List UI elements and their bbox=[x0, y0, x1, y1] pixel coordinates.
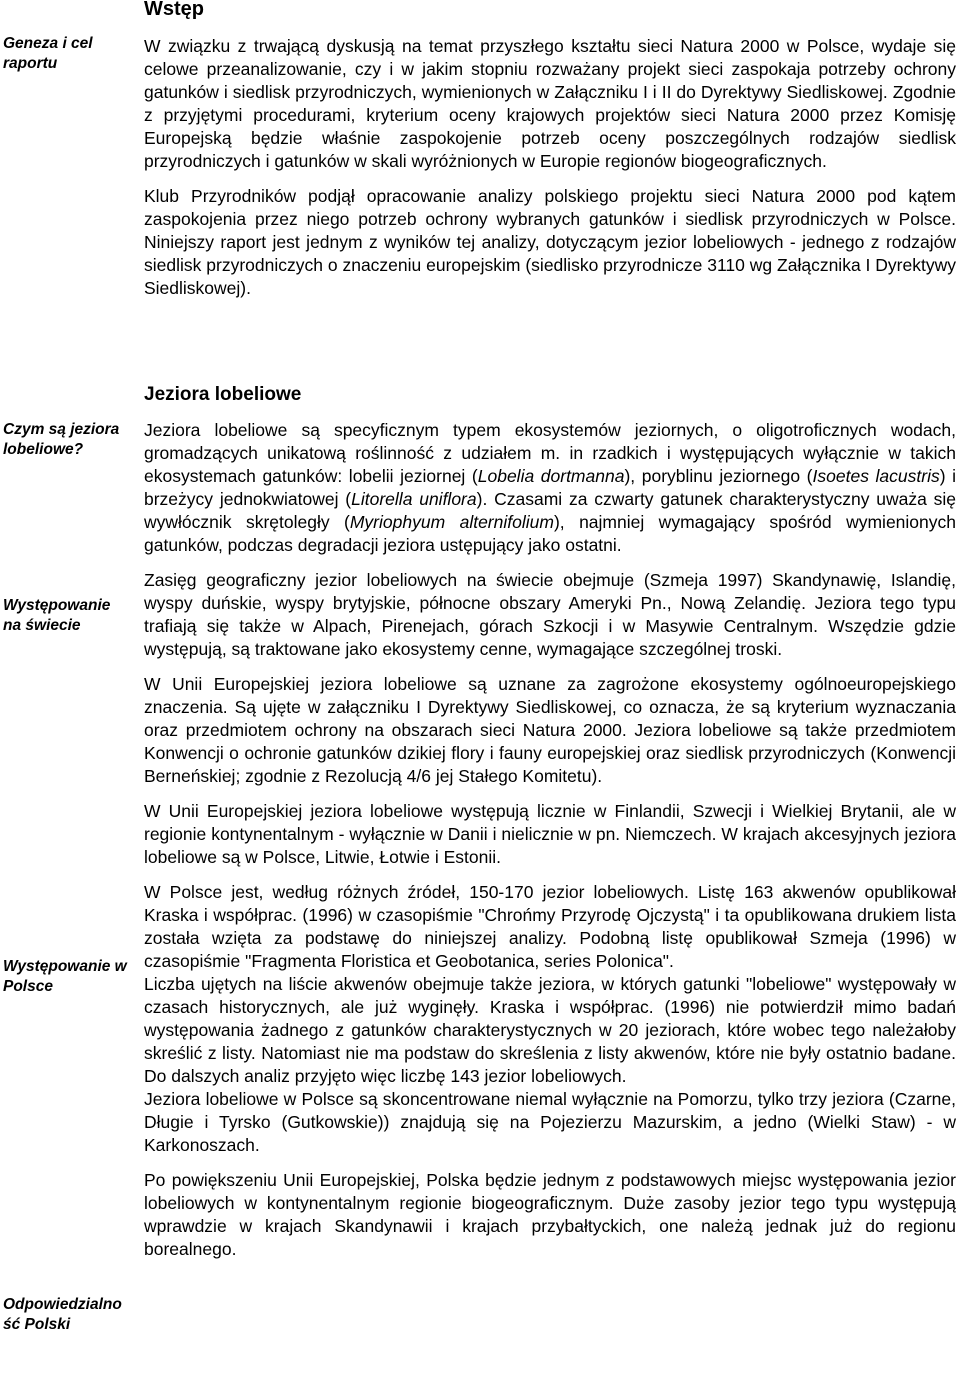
responsibility-paragraph: Po powiększeniu Unii Europejskiej, Polska będzie jednym z podstawowych miejsc występowania jezior lobeliowych w kontynentalnym regionie biogeograficznym. Duże zasoby jezior tego typu występują wprawdzie w krajach Skandynawii i krajach przybałtyckich, one należą jednak już do regionu borealnego. bbox=[144, 1170, 956, 1259]
poland-paragraph-3: Jeziora lobeliowe w Polsce są skoncentrowane niemal wyłącznie na Pomorzu, tylko trzy jeziora (Czarne, Długie i Tyrsko (Gutkowskie)) znajdują się na Pojezierzu Mazurskim, a jedno (Wielki Staw) - w Karkonoszach. bbox=[144, 1089, 956, 1155]
intro-block bbox=[144, 35, 956, 300]
section-heading-jeziora: Jeziora lobeliowe bbox=[144, 384, 302, 405]
side-label-odpowiedzialnosc: Odpowiedzialność Polski bbox=[3, 1296, 122, 1333]
poland-paragraph-1: W Polsce jest, według różnych źródeł, 150-170 jezior lobeliowych. Listę 163 akwenów opublikował Kraska i współprac. (1996) w czasopiśmie "Chrońmy Przyrodę Ojczystą" i ta opublikowana drukiem lista została wzięta za podstawę do niniejszej analizy. Podobną listę opublikował Szmeja (1996) w czasopiśmie "Fragmenta Floristica et Geobotanica, series Polonica". bbox=[144, 882, 956, 971]
eu-status-paragraph: W Unii Europejskiej jeziora lobeliowe są uznane za zagrożone ekosystemy ogólnoeuropejskiego znaczenia. Są ujęte w załączniku I Dyrektywy Siedliskowej, co oznacza, że są kryterium wyznaczania oraz przedmiotem ochrony na obszarach sieci Natura 2000. Jeziora lobeliowe są także przedmiotem Konwencji o ochronie gatunków dzikiej flory i fauny europejskiej oraz siedlisk przyrodniczych (Konwencji Berneńskiej; zgodnie z Rezolucją 4/6 jej Stałego Komitetu). bbox=[144, 674, 956, 786]
definition-paragraph: Jeziora lobeliowe są specyficznym typem ekosystemów jeziornych, o oligotroficznych wodach, gromadzących unikatową roślinność z udziałem m. in rzadkich i występujących wyłącznie w takich ekosystemach gatunków: lobelii jeziornej (Lobelia dortmanna), poryblinu jeziornego (Isoetes lacustris) i brzeżycy jednokwiatowej (Litorella uniflora). Czasami za czwarty gatunek charakterystyczny uważa się wywłócznik skrętoległy (Myriophyum alternifolium), najmniej wymagający spośród wymienionych gatunków, podczas degradacji jeziora ustępujący jako ostatni. bbox=[144, 420, 957, 555]
poland-paragraph-2: Liczba ujętych na liście akwenów obejmuje także jeziora, w których gatunki "lobeliowe" występowały w czasach historycznych, ale już wyginęły. Kraska i współprac. (1996) nie potwierdził mimo badań występowania żadnego z gatunków charakterystycznych w 20 jeziorach, które wobec tego należałoby skreślić z listy. Natomiast nie ma podstaw do skreślenia z listy akwenów, które nie były ostatnio badane. Do dalszych analiz przyjęto więc liczbę 143 jezior lobeliowych. bbox=[144, 974, 956, 1086]
eu-range-paragraph: W Unii Europejskiej jeziora lobeliowe występują licznie w Finlandii, Szwecji i Wielkiej Brytanii, ale w regionie kontynentalnym - wyłącznie w Danii i nielicznie w pn. Niemczech. W krajach akcesyjnych jeziora lobeliowe są w Polsce, Litwie, Łotwie i Estonii. bbox=[144, 801, 956, 867]
side-label-na-swiecie: Występowanie na świecie bbox=[3, 597, 111, 634]
intro-paragraph-2: Klub Przyrodników podjął opracowanie analizy polskiego projektu sieci Natura 2000 pod kątem zaspokojenia przez niego potrzeb ochrony wybranych gatunków i siedlisk przyrodniczych w Polsce. Niniejszy raport jest jednym z wyników tej analizy, dotyczącym jezior lobeliowych - jednego z rodzajów siedlisk przyrodniczych o znaczeniu europejskim (siedlisko przyrodnicze 3110 wg Załącznika I Dyrektywy Siedliskowej). bbox=[144, 186, 956, 298]
side-label-geneza: Geneza i cel raportu bbox=[3, 35, 93, 72]
side-label-w-polsce: Występowanie w Polsce bbox=[3, 958, 127, 995]
side-label-czym-sa: Czym są jeziora lobeliowe? bbox=[3, 421, 120, 458]
body-block bbox=[144, 419, 956, 1261]
intro-paragraph-1: W związku z trwającą dyskusją na temat przyszłego kształtu sieci Natura 2000 w Polsce, wydaje się celowe przeanalizowanie, czy i w jakim stopniu rozważany projekt sieci zaspokaja potrzeby ochrony gatunków i siedlisk przyrodniczych, wymienionych w Załączniku I i II do Dyrektywy Siedliskowej. Zgodnie z przyjętymi procedurami, kryterium oceny krajowych projektów sieci Natura 2000 przez Komisję Europejską będzie właśnie zaspokojenie potrzeb oceny poszczególnych rodzajów siedlisk przyrodniczych i gatunków w skali wyróżnionych w Europie regionów biogeograficznych. bbox=[144, 36, 956, 171]
world-paragraph: Zasięg geograficzny jezior lobeliowych na świecie obejmuje (Szmeja 1997) Skandynawię, Islandię, wyspy duńskie, wyspy brytyjskie, północne obszary Ameryki Pn., Nową Zelandię. Jeziora tego typu trafiają się także w Alpach, Pirenejach, górach Szkocji i w Masywie Centralnym. Wszędzie gdzie występują, są traktowane jako ekosystemy cenne, wymagające szczególnej troski. bbox=[144, 570, 956, 659]
section-heading-wstep: Wstęp bbox=[144, 0, 204, 20]
